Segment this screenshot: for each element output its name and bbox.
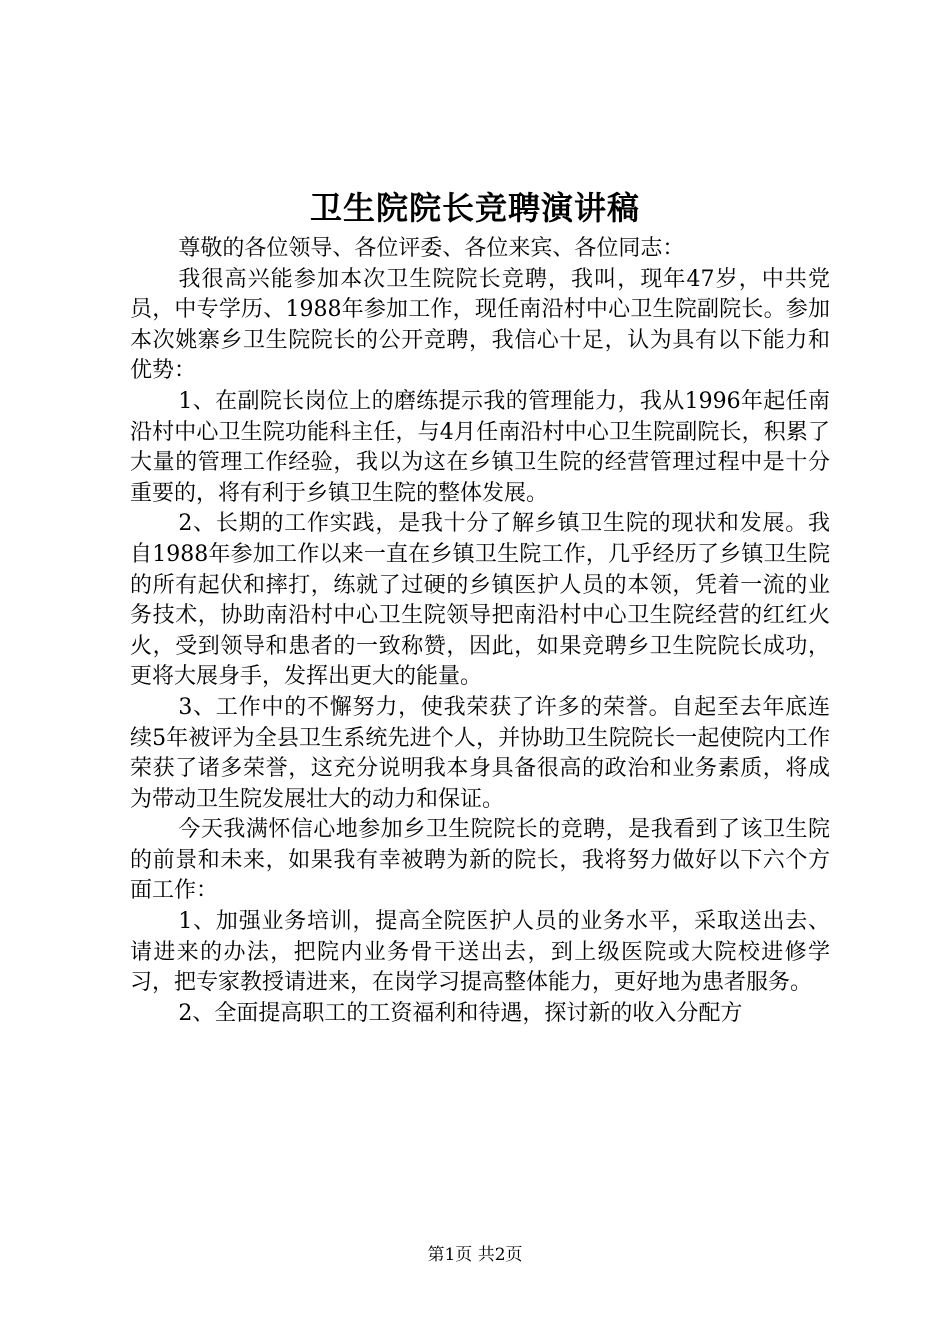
page-title: 卫生院院长竞聘演讲稿 xyxy=(309,189,640,227)
page-number-footer: 第1页 共2页 xyxy=(427,1245,523,1265)
body-text xyxy=(130,234,830,1029)
paragraph-ability-1: 1、在副院长岗位上的磨练提示我的管理能力，我从1996年起任南沿村中心卫生院功能科主任，与4月任南沿村中心卫生院副院长，积累了大量的管理工作经验，我以为这在乡镇卫生院的经营管理过程中是十分重要的，将有利于乡镇卫生院的整体发展。 xyxy=(130,388,830,506)
paragraph-plan-intro: 今天我满怀信心地参加乡卫生院院长的竞聘，是我看到了该卫生院的前景和未来，如果我有幸被聘为新的院长，我将努力做好以下六个方面工作： xyxy=(130,817,830,904)
paragraph-ability-2: 2、长期的工作实践，是我十分了解乡镇卫生院的现状和发展。我自1988年参加工作以来一直在乡镇卫生院工作，几乎经历了乡镇卫生院的所有起伏和摔打，练就了过硬的乡镇医护人员的本领，凭着一流的业务技术，协助南沿村中心卫生院领导把南沿村中心卫生院经营的红红火火，受到领导和患者的一致称赞，因此，如果竞聘乡卫生院院长成功，更将大展身手，发挥出更大的能量。 xyxy=(130,511,830,690)
paragraph-plan-1: 1、加强业务培训，提高全院医护人员的业务水平，采取送出去、请进来的办法，把院内业务骨干送出去，到上级医院或大院校进修学习，把专家教授请进来，在岗学习提高整体能力，更好地为患者服务。 xyxy=(130,909,830,996)
paragraph-greeting: 尊敬的各位领导、各位评委、各位来宾、各位同志： xyxy=(178,236,685,261)
paragraph-ability-3: 3、工作中的不懈努力，使我荣获了许多的荣誉。自起至去年底连续5年被评为全县卫生系统先进个人，并协助卫生院院长一起使院内工作荣获了诸多荣誉，这充分说明我本身具备很高的政治和业务素质，将成为带动卫生院发展壮大的动力和保证。 xyxy=(130,694,830,812)
paragraph-introduction: 我很高兴能参加本次卫生院院长竞聘，我叫，现年47岁，中共党员，中专学历、1988年参加工作，现任南沿村中心卫生院副院长。参加本次姚寨乡卫生院院长的公开竞聘，我信心十足，认为具有以下能力和优势： xyxy=(130,266,830,384)
paragraph-plan-2: 2、全面提高职工的工资福利和待遇，探讨新的收入分配方 xyxy=(178,1000,743,1026)
